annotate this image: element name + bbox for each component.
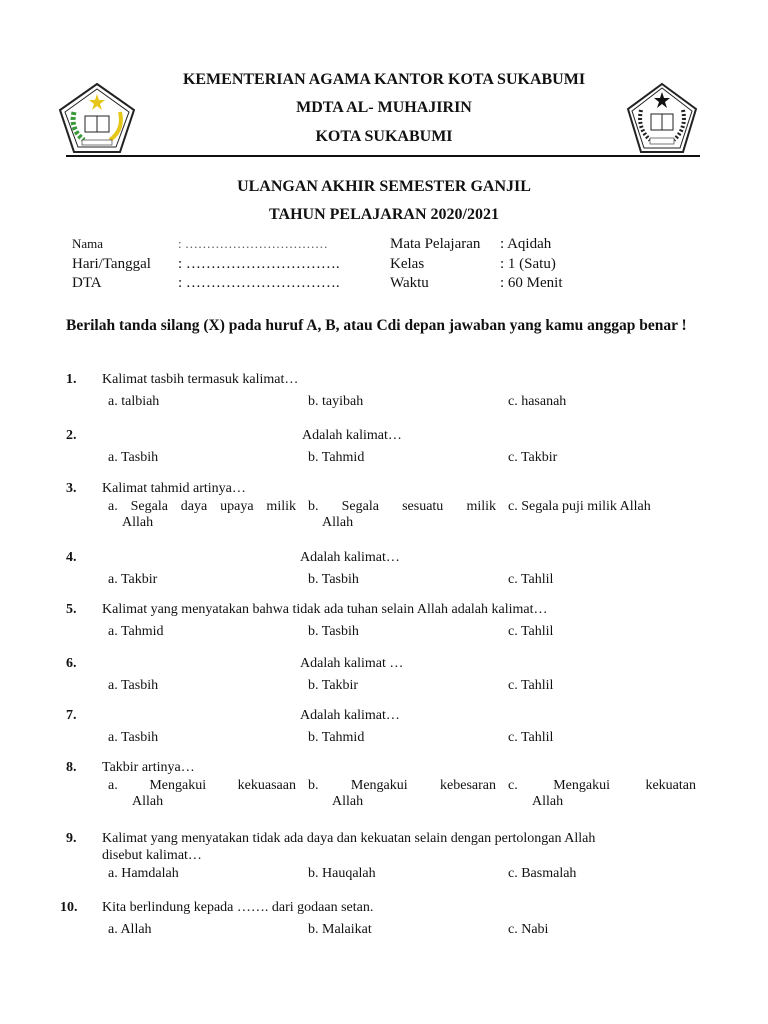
answer-option-b[interactable]: b. Malaikat [308,922,372,937]
answer-option-c[interactable]: c. Basmalah [508,866,577,881]
kelas-label: Kelas [390,256,425,272]
header-divider [66,155,700,157]
hari-label: Hari/Tanggal [72,256,151,272]
dta-field[interactable]: : …………………………. [178,275,340,291]
exam-title: ULANGAN AKHIR SEMESTER GANJIL [237,178,531,195]
question-number: 2. [66,428,77,443]
answer-option-b[interactable]: b. Hauqalah [308,866,376,881]
nama-field[interactable]: : …………………………… [178,236,328,251]
answer-option-a[interactable]: a. Tasbih [108,730,159,745]
question-text: Kalimat tahmid artinya… [102,481,246,496]
answer-option-a[interactable]: a. Takbir [108,572,158,587]
question-text: Takbir artinya… [102,760,195,775]
question-number: 9. [66,831,77,846]
answer-option-a[interactable]: a. Hamdalah [108,866,179,881]
answer-option-a[interactable]: a. Mengakui kekuasaan [108,778,296,793]
question-text: Kalimat tasbih termasuk kalimat… [102,372,299,387]
question-text: Adalah kalimat… [300,550,400,565]
answer-option-c[interactable]: c. Nabi [508,922,549,937]
answer-option-c[interactable]: c. Tahlil [508,730,554,745]
question-text: Kita berlindung kepada ……. dari godaan setan. [102,900,374,915]
waktu-label: Waktu [390,275,429,291]
question-number: 6. [66,656,77,671]
question-text: Adalah kalimat… [300,708,400,723]
exam-year: TAHUN PELAJARAN 2020/2021 [269,206,499,223]
answer-option-b[interactable]: b. Tasbih [308,572,359,587]
waktu-value: : 60 Menit [500,275,563,291]
hari-field[interactable]: : …………………………. [178,256,340,272]
question-text: Kalimat yang menyatakan bahwa tidak ada tuhan selain Allah adalah kalimat… [102,602,548,617]
mapel-value: : Aqidah [500,236,552,252]
answer-option-a[interactable]: a. Tahmid [108,624,164,639]
question-number: 8. [66,760,77,775]
instruction: Berilah tanda silang (X) pada huruf A, B, atau Cdi depan jawaban yang kamu anggap benar ! [66,317,687,334]
answer-option-b[interactable]: b. Tasbih [308,624,359,639]
answer-option-c[interactable]: c. hasanah [508,394,567,409]
answer-option-c[interactable]: c. Mengakui kekuatan [508,778,696,793]
question-number: 1. [66,372,77,387]
answer-option-b-cont: Allah [332,794,364,809]
answer-option-a[interactable]: a. Allah [108,922,152,937]
answer-option-c-cont: Allah [532,794,564,809]
answer-option-a-cont: Allah [122,515,154,530]
answer-option-b[interactable]: b. Segala sesuatu milik [308,499,496,514]
question-text: Kalimat yang menyatakan tidak ada daya dan kekuatan selain dengan pertolongan Allah [102,831,596,846]
answer-option-b[interactable]: b. Tahmid [308,450,365,465]
answer-option-c[interactable]: c. Tahlil [508,572,554,587]
question-number: 10. [60,900,78,915]
answer-option-c[interactable]: c. Takbir [508,450,558,465]
answer-option-a[interactable]: a. Tasbih [108,450,159,465]
question-number: 4. [66,550,77,565]
header-line-3: KOTA SUKABUMI [315,128,453,145]
question-number: 7. [66,708,77,723]
answer-option-a[interactable]: a. Tasbih [108,678,159,693]
mapel-label: Mata Pelajaran [390,236,481,252]
question-text-cont: disebut kalimat… [102,848,202,863]
header-line-2: MDTA AL- MUHAJIRIN [296,99,472,116]
kelas-value: : 1 (Satu) [500,256,556,272]
answer-option-b[interactable]: b. Tahmid [308,730,365,745]
answer-option-b[interactable]: b. tayibah [308,394,364,409]
question-number: 5. [66,602,77,617]
nama-label: Nama [72,236,104,251]
question-text: Adalah kalimat … [300,656,404,671]
question-number: 3. [66,481,77,496]
answer-option-b-cont: Allah [322,515,354,530]
answer-option-c[interactable]: c. Tahlil [508,624,554,639]
dta-label: DTA [72,275,102,291]
answer-option-a-cont: Allah [132,794,164,809]
answer-option-c[interactable]: c. Segala puji milik Allah [508,499,651,514]
answer-option-a[interactable]: a. Segala daya upaya milik [108,499,296,514]
answer-option-b[interactable]: b. Mengakui kebesaran [308,778,496,793]
header-line-1: KEMENTERIAN AGAMA KANTOR KOTA SUKABUMI [182,71,586,88]
answer-option-a[interactable]: a. talbiah [108,394,160,409]
answer-option-c[interactable]: c. Tahlil [508,678,554,693]
answer-option-b[interactable]: b. Takbir [308,678,359,693]
question-text: Adalah kalimat… [302,428,402,443]
